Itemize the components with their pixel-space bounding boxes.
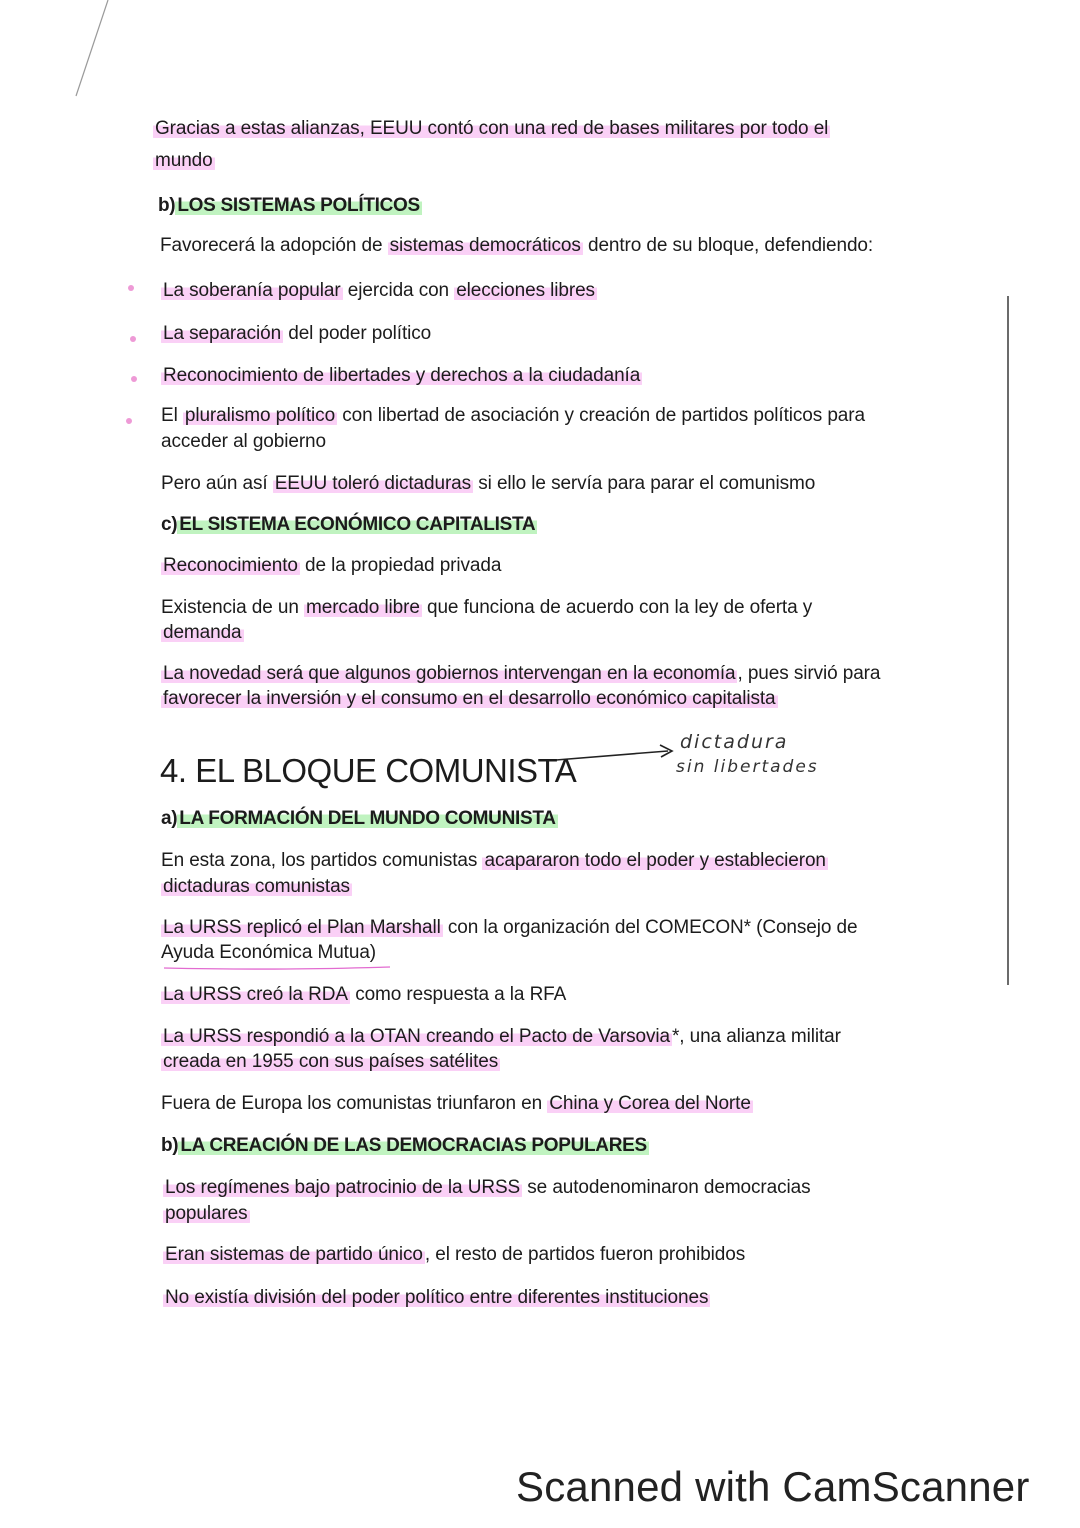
formation-heading: [161, 806, 558, 832]
text-highlight: mercado libre: [306, 597, 420, 618]
political-bullet-2: [161, 321, 431, 347]
heading-prefix: c): [161, 514, 178, 535]
formation-p3: [161, 982, 566, 1008]
text-part: de la propiedad privada: [299, 555, 502, 576]
political-heading: [158, 193, 422, 219]
democracies-p2: [163, 1242, 745, 1268]
text-highlight: demanda: [163, 622, 242, 643]
text-highlight: No existía división del poder político entre diferentes instituciones: [165, 1287, 709, 1308]
text-part: Existencia de un: [161, 597, 304, 618]
economic-item-1: [161, 553, 501, 579]
democracies-p1-line1: [163, 1175, 811, 1201]
text-part: se autodenominaron democracias: [522, 1177, 811, 1198]
alliances-text-end: mundo: [155, 150, 213, 171]
democracies-p1-line2: [163, 1201, 250, 1227]
formation-p4-line2: [161, 1049, 500, 1075]
text-highlight: Reconocimiento: [163, 555, 298, 576]
text-highlight: Reconocimiento de libertades y derechos a la ciudadanía: [163, 365, 641, 386]
text-part: Fuera de Europa los comunistas triunfaron en: [161, 1093, 548, 1114]
political-bullet-1: [161, 278, 597, 304]
text-part: dentro de su bloque, defendiendo:: [582, 235, 874, 256]
text-part: Favorecerá la adopción de: [160, 235, 388, 256]
bullet-marker: [130, 336, 136, 342]
text-part: que funciona de acuerdo con la ley de oferta y: [421, 597, 813, 618]
heading-text: LA CREACIÓN DE LAS DEMOCRACIAS POPULARES: [180, 1135, 647, 1156]
text-highlight: sistemas democráticos: [389, 235, 581, 256]
political-intro: [160, 233, 873, 259]
formation-p1-line2: [161, 874, 352, 900]
formation-p4-line1: [161, 1024, 841, 1050]
formation-p5: [161, 1091, 753, 1117]
economic-heading: [161, 512, 537, 538]
handwritten-note-line2: sin libertades: [676, 757, 819, 777]
text-highlight: La soberanía popular: [163, 280, 341, 301]
alliances-text-line1: [153, 116, 830, 142]
text-part: , pues sirvió para: [737, 663, 881, 684]
text-part: El: [161, 405, 183, 426]
political-bullet-4-line2: [161, 429, 326, 455]
text-part: Ayuda Económica Mutua): [161, 942, 377, 963]
text-highlight: creada en 1955 con sus países satélites: [163, 1051, 499, 1072]
handwritten-note-line1: dictadura: [680, 731, 789, 753]
economic-item-3-line1: [161, 661, 880, 687]
alliances-text-line2: [153, 148, 215, 174]
text-part: , el resto de partidos fueron prohibidos: [424, 1244, 746, 1265]
economic-item-3-line2: [161, 686, 778, 712]
text-highlight: La URSS creó la RDA: [163, 984, 349, 1005]
text-highlight: acapararon todo el poder y establecieron: [484, 850, 826, 871]
text-highlight: China y Corea del Norte: [549, 1093, 751, 1114]
heading-prefix: b): [158, 195, 176, 216]
text-part: acceder al gobierno: [161, 431, 326, 452]
section-title: 4. EL BLOQUE COMUNISTA: [160, 752, 577, 789]
formation-p1-line1: [161, 848, 828, 874]
economic-item-2-line1: [161, 595, 812, 621]
text-highlight: dictaduras comunistas: [163, 876, 350, 897]
political-bullet-4-line1: [161, 403, 865, 429]
text-part: si ello le servía para parar el comunismo: [473, 473, 816, 494]
political-bullet-3: [161, 363, 642, 389]
bullet-marker: [126, 418, 132, 424]
text-part: con la organización del COMECON* (Consejo de: [442, 917, 858, 938]
text-highlight: La URSS replicó el Plan Marshall: [163, 917, 441, 938]
formation-p2-line2: [161, 940, 376, 966]
text-part: ejercida con: [342, 280, 455, 301]
text-highlight: elecciones libres: [456, 280, 595, 301]
economic-item-2-line2: [161, 620, 244, 646]
political-tolerance: [161, 471, 815, 497]
text-part: como respuesta a la RFA: [350, 984, 567, 1005]
heading-text: LA FORMACIÓN DEL MUNDO COMUNISTA: [179, 808, 556, 829]
bullet-marker: [131, 376, 137, 382]
text-highlight: La novedad será que algunos gobiernos intervengan en la economía: [163, 663, 736, 684]
text-highlight: Los regímenes bajo patrocinio de la URSS: [165, 1177, 521, 1198]
text-highlight: EEUU toleró dictaduras: [274, 473, 472, 494]
scanner-watermark: Scanned with CamScanner: [516, 1463, 1030, 1510]
alliances-text: Gracias a estas alianzas, EEUU contó con una red de bases militares por todo el: [155, 118, 829, 139]
democracies-p3: [163, 1285, 710, 1311]
heading-text: EL SISTEMA ECONÓMICO CAPITALISTA: [179, 514, 536, 535]
text-highlight: Eran sistemas de partido único: [165, 1244, 423, 1265]
text-part: con libertad de asociación y creación de partidos políticos para: [337, 405, 865, 426]
formation-p2-line1: [161, 915, 857, 941]
text-highlight: La separación: [163, 323, 282, 344]
heading-prefix: a): [161, 808, 178, 829]
heading-text: LOS SISTEMAS POLÍTICOS: [177, 195, 420, 216]
text-part: del poder político: [283, 323, 432, 344]
text-part: Pero aún así: [161, 473, 273, 494]
text-part: En esta zona, los partidos comunistas: [161, 850, 483, 871]
text-highlight: La URSS respondió a la OTAN creando el Pacto de Varsovia: [163, 1026, 670, 1047]
text-highlight: populares: [165, 1203, 248, 1224]
text-highlight: pluralismo político: [184, 405, 336, 426]
heading-prefix: b): [161, 1135, 179, 1156]
text-part: *, una alianza militar: [671, 1026, 841, 1047]
text-highlight: favorecer la inversión y el consumo en el desarrollo económico capitalista: [163, 688, 776, 709]
bullet-marker: [128, 285, 134, 291]
democracies-heading: [161, 1133, 649, 1159]
